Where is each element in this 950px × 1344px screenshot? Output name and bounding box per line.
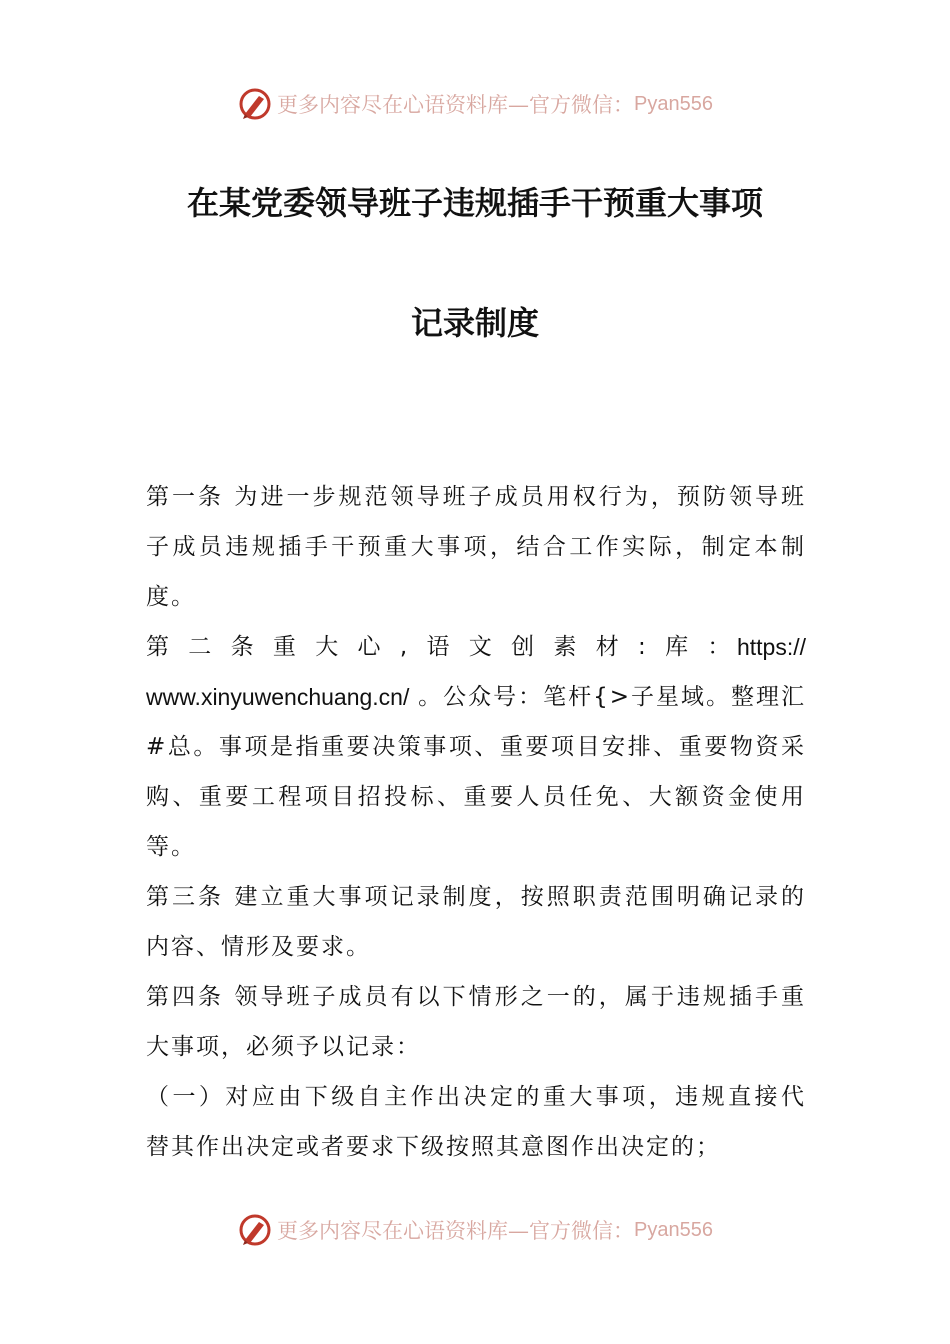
document-body [146,472,806,1172]
document-title-line-2: 记录制度 [410,304,539,342]
article-2-paragraph [146,622,806,872]
pen-logo-icon [237,86,273,122]
text-line: 内容、情形及要求。 [146,934,371,960]
banner-text: 更多内容尽在心语资料库—官方微信： [277,93,635,117]
footer-watermark-banner [0,1208,950,1252]
item-1-paragraph [146,1072,806,1172]
text-line: （一）对应由下级自主作出决定的重大事项，违规直接代 [146,1084,806,1110]
article-4-paragraph [146,972,806,1072]
url-link[interactable]: www.xinyuwenchuang.cn/ [146,684,410,710]
text-line: 第四条 领导班子成员有以下情形之一的，属于违规插手重 [146,984,806,1010]
text-line: #总。事项是指重要决策事项、重要项目安排、重要物资采 [146,734,806,760]
banner-wechat-id: Pyan556 [634,92,713,115]
url-prefix-link[interactable]: https:// [736,634,806,660]
text-line: 第三条 建立重大事项记录制度，按照职责范围明确记录的 [146,884,806,910]
text-line: 第一条 为进一步规范领导班子成员用权行为，预防领导班 [146,484,806,510]
text-line: 购、重要工程项目招投标、重要人员任免、大额资金使用 [146,784,806,810]
text-line [146,672,806,722]
article-1-paragraph [146,472,806,622]
text-line: 大事项，必须予以记录： [146,1034,421,1060]
text-line: 度。 [146,584,196,610]
text-line: 子成员违规插手干预重大事项，结合工作实际，制定本制 [146,534,806,560]
text-line [146,622,806,672]
banner-text: 更多内容尽在心语资料库—官方微信： [277,1219,635,1243]
document-title-line-1: 在某党委领导班子违规插手干预重大事项 [186,184,763,222]
article-2-heading-text: 第 二 条 重 大 心 , 语 文 创 素 材 : 库 ： [146,634,737,660]
pen-logo-icon [237,1212,273,1248]
text-line: 替其作出决定或者要求下级按照其意图作出决定的； [146,1134,721,1160]
text-segment: 。公众号：笔杆{>子星域。整理汇 [418,684,806,710]
banner-wechat-id: Pyan556 [634,1218,713,1241]
header-watermark-banner [0,82,950,126]
text-line: 等。 [146,834,196,860]
article-3-paragraph [146,872,806,972]
